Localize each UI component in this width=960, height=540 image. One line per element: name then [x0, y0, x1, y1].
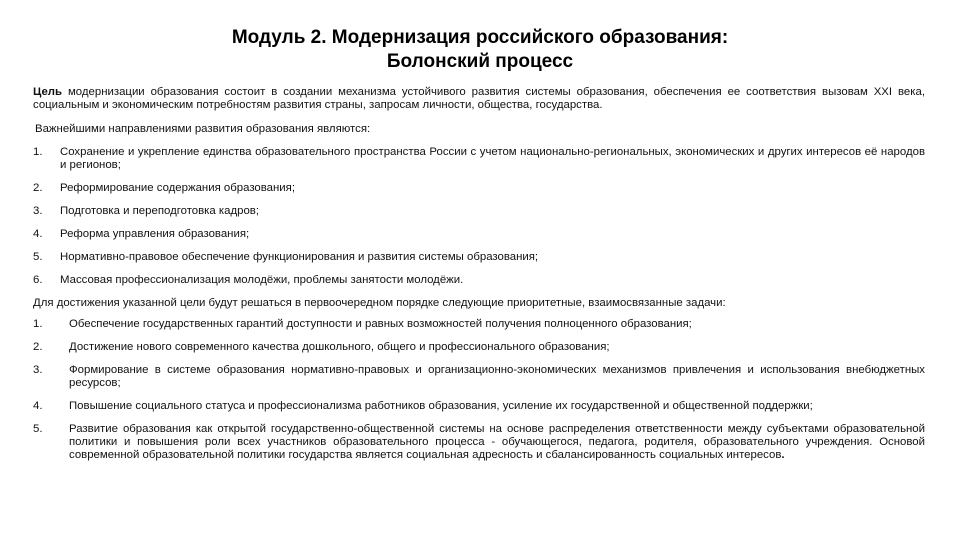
directions-list: [33, 146, 925, 287]
goal-lead: Цель: [33, 86, 63, 98]
item-number: 1.: [33, 146, 43, 158]
goal-paragraph: [33, 86, 925, 112]
list-item: [33, 400, 925, 413]
item-number: 3.: [33, 205, 43, 217]
item-text: Подготовка и переподготовка кадров;: [60, 205, 260, 217]
tasks-intro: Для достижения указанной цели будут решаться в первоочередном порядке следующие приоритетные, взаимосвязанные задачи:: [33, 297, 726, 309]
item-number: 6.: [33, 274, 43, 286]
slide-title: [0, 26, 960, 74]
list-item: [33, 364, 925, 390]
item-number: 5.: [33, 251, 43, 263]
list-item: [33, 146, 925, 172]
item-text: Нормативно-правовое обеспечение функционирования и развития системы образования;: [60, 251, 539, 263]
item-text: Обеспечение государственных гарантий доступности и равных возможностей получения полноценного образования;: [69, 318, 692, 330]
tasks-list: [33, 318, 925, 462]
list-item: [33, 205, 925, 218]
item-text: Массовая профессионализация молодёжи, проблемы занятости молодёжи.: [60, 274, 464, 286]
item-text: Достижение нового современного качества дошкольного, общего и профессионального образования;: [69, 341, 610, 353]
list-item: [33, 274, 925, 287]
item-text: Формирование в системе образования нормативно-правовых и организационно-экономических механизмов привлечения и использования внебюджетных ресурсов;: [69, 364, 925, 389]
slide-body: [33, 86, 925, 472]
list-item: [33, 228, 925, 241]
item-text: Реформирование содержания образования;: [60, 182, 295, 194]
list-item: [33, 341, 925, 354]
directions-intro: Важнейшими направлениями развития образования являются:: [35, 123, 371, 135]
list-item: [33, 318, 925, 331]
item-text: Повышение социального статуса и профессионализма работников образования, усиление их государственной и общественной поддержки;: [69, 400, 813, 412]
item-end-period: .: [781, 449, 785, 461]
item-number: 4.: [33, 228, 43, 240]
item-text-body: Развитие образования как открытой государственно-общественной системы на основе распределения ответственности между субъектами образовательной политики и повышения роли всех участников образовательного процесса - обучающегося, педагога, родителя, образовательного учреждения. Основой современной образовательной политики государства является социальная адресность и сбалансированность социальных интересов: [69, 423, 925, 461]
item-number: 1.: [33, 318, 43, 330]
item-text: [69, 423, 925, 462]
item-text: Сохранение и укрепление единства образовательного пространства России с учетом национально-региональных, экономических и других интересов её народов и регионов;: [60, 146, 925, 171]
item-number: 2.: [33, 182, 43, 194]
item-number: 3.: [33, 364, 43, 376]
goal-text: модернизации образования состоит в создании механизма устойчивого развития системы образования, обеспечения ее соответствия вызовам XXI века, социальным и экономическим потребностям развития страны, запросам личности, общества, государства.: [33, 86, 925, 111]
title-line-2: Болонский процесс: [386, 51, 574, 72]
item-number: 4.: [33, 400, 43, 412]
title-line-1: Модуль 2. Модернизация российского образования:: [231, 27, 729, 48]
item-number: 5.: [33, 423, 43, 435]
item-number: 2.: [33, 341, 43, 353]
list-item: [33, 423, 925, 462]
list-item: [33, 251, 925, 264]
item-text: Реформа управления образования;: [60, 228, 250, 240]
list-item: [33, 182, 925, 195]
